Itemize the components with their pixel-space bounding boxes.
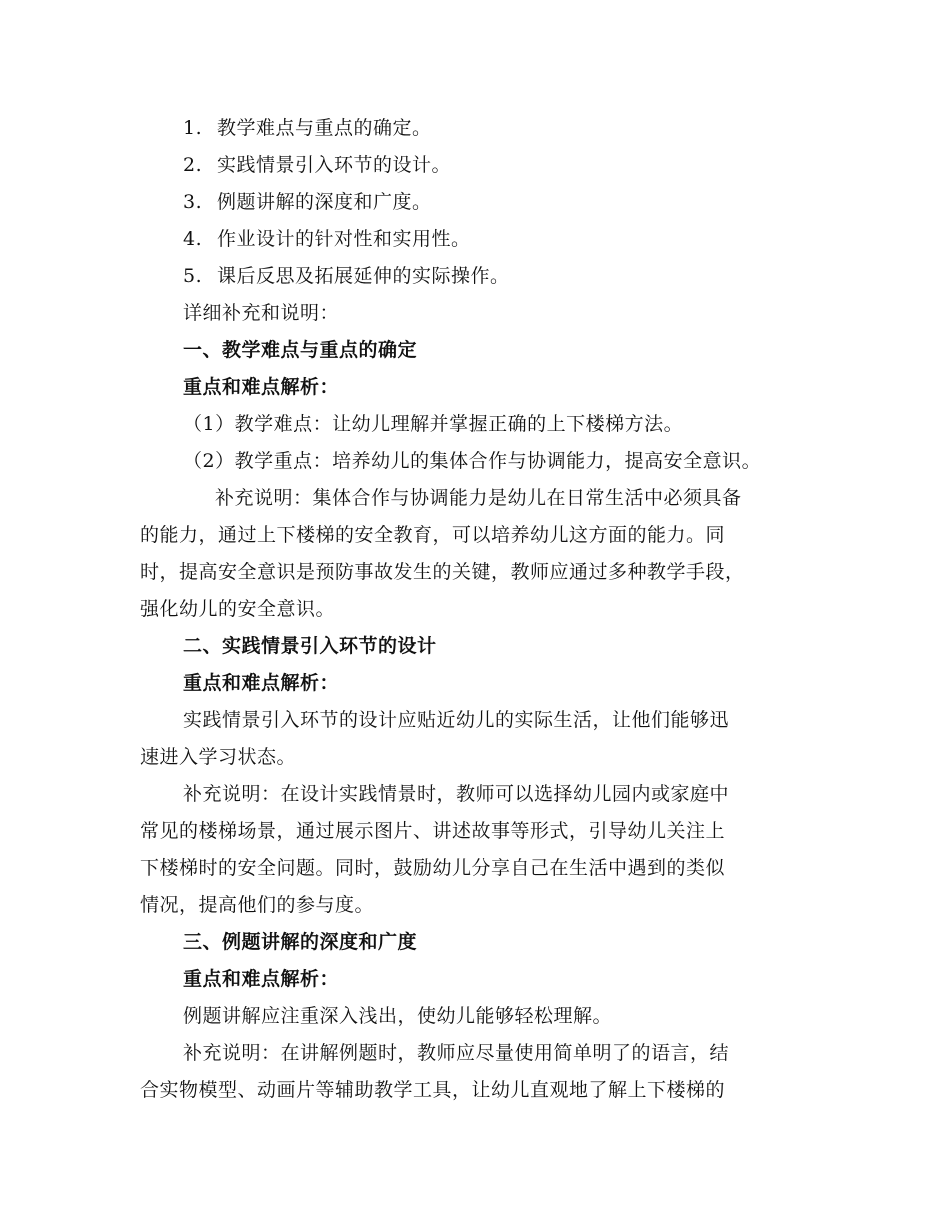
list-item-text: 实践情景引入环节的设计。: [217, 154, 452, 176]
list-item-number: 4.: [183, 228, 203, 250]
supplement-line: 强化幼儿的安全意识。: [140, 598, 336, 620]
supplement-line: 补充说明：在讲解例题时，教师应尽量使用简单明了的语言，结: [183, 1042, 730, 1064]
analysis-line: 例题讲解应注重深入浅出，使幼儿能够轻松理解。: [183, 1005, 613, 1027]
list-item-text: 教学难点与重点的确定。: [217, 117, 432, 139]
list-item: [183, 227, 471, 251]
list-item-number: 5.: [183, 265, 203, 287]
section-subheading: 重点和难点解析：: [183, 672, 340, 694]
list-item: [183, 116, 432, 140]
supplement-line: 常见的楼梯场景，通过展示图片、讲述故事等形式，引导幼儿关注上: [140, 820, 726, 842]
section-subheading: 重点和难点解析：: [183, 968, 340, 990]
section-point: （1）教学难点：让幼儿理解并掌握正确的上下楼梯方法。: [183, 413, 684, 435]
supplement-line: 下楼梯时的安全问题。同时，鼓励幼儿分享自己在生活中遇到的类似: [140, 857, 726, 879]
list-item-number: 3.: [183, 191, 203, 213]
analysis-line: 实践情景引入环节的设计应贴近幼儿的实际生活，让他们能够迅: [183, 709, 730, 731]
section-heading: 一、教学难点与重点的确定: [183, 339, 418, 361]
supplement-line: 情况，提高他们的参与度。: [140, 894, 375, 916]
supplement-line: 补充说明：在设计实践情景时，教师可以选择幼儿园内或家庭中: [183, 783, 730, 805]
list-item-text: 课后反思及拓展延伸的实际操作。: [217, 265, 510, 287]
supplement-line: 合实物模型、动画片等辅助教学工具，让幼儿直观地了解上下楼梯的: [140, 1079, 726, 1101]
list-item-number: 1.: [183, 117, 203, 139]
section-heading: 二、实践情景引入环节的设计: [183, 635, 437, 657]
section-heading: 三、例题讲解的深度和广度: [183, 931, 418, 953]
analysis-line: 速进入学习状态。: [140, 746, 297, 768]
list-item: [183, 190, 432, 214]
list-item-number: 2.: [183, 154, 203, 176]
section-subheading: 重点和难点解析：: [183, 376, 340, 398]
supplement-line: 时，提高安全意识是预防事故发生的关键，教师应通过多种教学手段，: [140, 561, 745, 583]
section-point: （2）教学重点：培养幼儿的集体合作与协调能力，提高安全意识。: [183, 450, 762, 472]
list-item: [183, 264, 510, 288]
intro-label: 详细补充和说明：: [183, 302, 340, 324]
list-item: [183, 153, 451, 177]
list-item-text: 例题讲解的深度和广度。: [217, 191, 432, 213]
supplement-line: 补充说明：集体合作与协调能力是幼儿在日常生活中必须具备: [215, 487, 742, 509]
supplement-line: 的能力，通过上下楼梯的安全教育，可以培养幼儿这方面的能力。同: [140, 524, 726, 546]
list-item-text: 作业设计的针对性和实用性。: [217, 228, 471, 250]
